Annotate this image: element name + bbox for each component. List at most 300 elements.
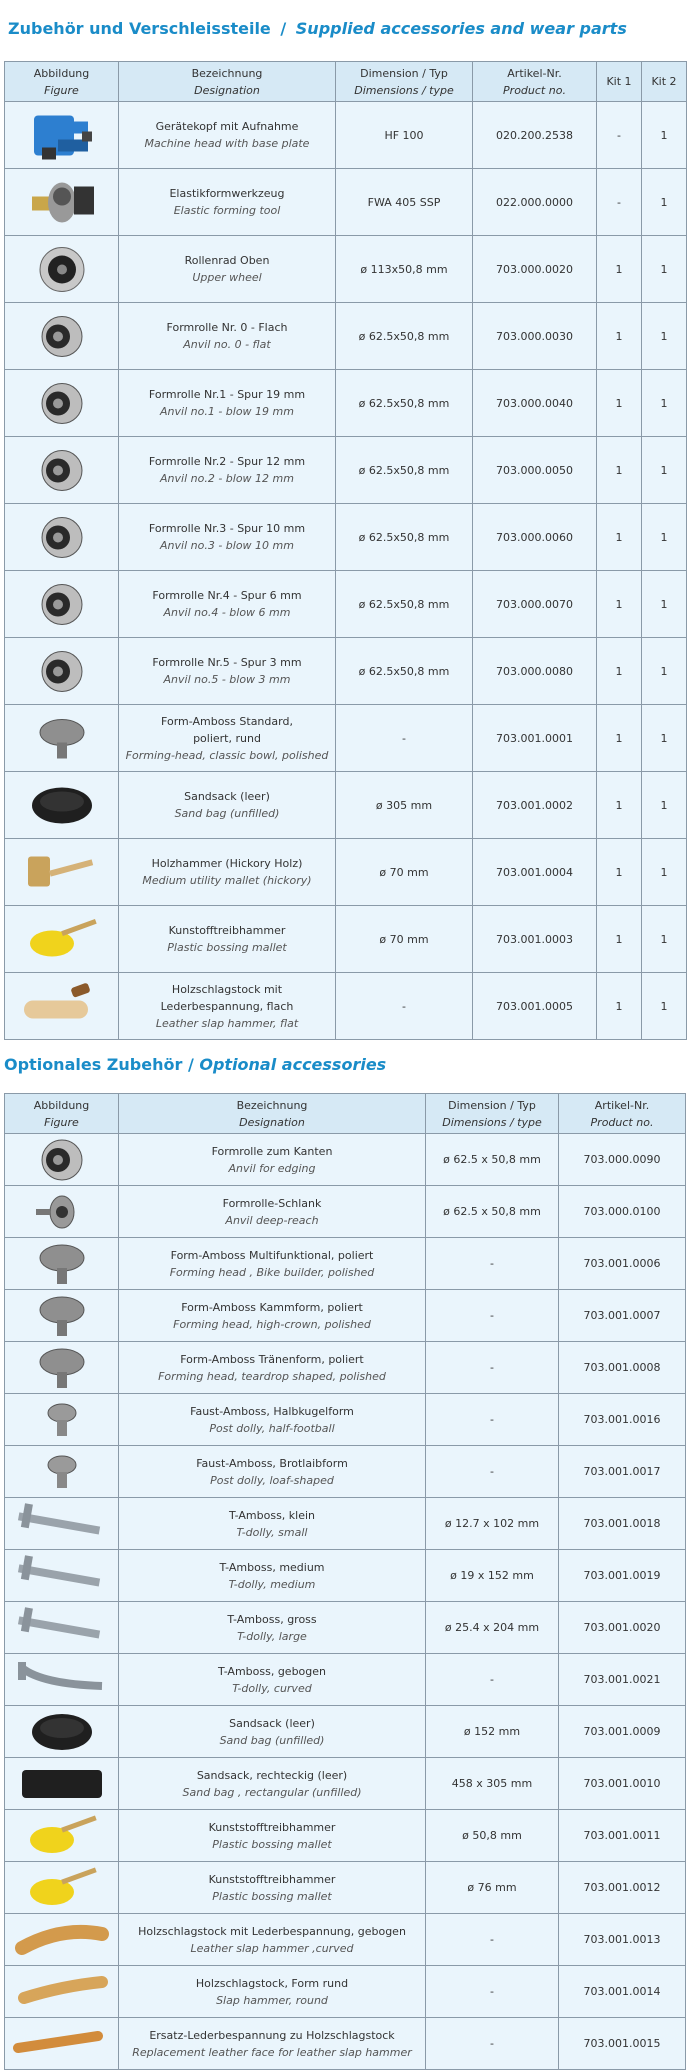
kit1-cell-text: 1	[615, 396, 623, 410]
article-cell	[473, 504, 597, 571]
dimension-cell-text: -	[490, 1309, 494, 1322]
sandbag-icon	[5, 1709, 118, 1755]
kit2-cell-text: 1	[660, 597, 668, 611]
table-row	[5, 1342, 686, 1394]
table-header	[5, 62, 687, 102]
table-row	[5, 1914, 686, 1966]
dimension-cell	[336, 906, 473, 973]
dimension-cell-text: ø 62.5x50,8 mm	[358, 530, 450, 544]
plastic-mallet-icon	[5, 1865, 118, 1911]
article-cell	[559, 1342, 686, 1394]
designation-cell-text: Plastic bossing mallet	[167, 941, 287, 954]
article-cell-text: 703.000.0040	[496, 396, 573, 410]
dimension-cell-text: ø 62.5x50,8 mm	[358, 664, 450, 678]
designation-cell-text: Upper wheel	[192, 271, 262, 284]
dimension-cell	[426, 1498, 559, 1550]
dimension-cell	[426, 2018, 559, 2070]
article-cell	[559, 1446, 686, 1498]
figure-cell	[5, 1134, 119, 1186]
designation-cell-text: Ersatz-Lederbespannung zu Holzschlagstock	[149, 2028, 395, 2042]
col-figure: Abbildung Figure	[5, 62, 119, 102]
dimension-cell	[336, 370, 473, 437]
elastic-forming-tool-icon	[5, 172, 118, 233]
dimension-cell-text: ø 12.7 x 102 mm	[444, 1517, 540, 1530]
kit1-cell	[597, 437, 642, 504]
section1-title	[8, 19, 627, 38]
figure-cell	[5, 236, 119, 303]
article-cell	[559, 2018, 686, 2070]
designation-cell-text: T-Amboss, gebogen	[217, 1664, 327, 1678]
dimension-cell-text: -	[490, 1257, 494, 1270]
kit2-cell-text: 1	[660, 262, 668, 276]
article-cell	[559, 1134, 686, 1186]
table-row	[5, 303, 687, 370]
designation-cell-text: Forming head, high-crown, polished	[173, 1317, 371, 1331]
kit1-cell-text: 1	[615, 865, 623, 879]
article-cell	[559, 1914, 686, 1966]
dimension-cell	[336, 973, 473, 1040]
slap-hammer-round-icon	[5, 1969, 118, 2015]
table-row	[5, 705, 687, 772]
kit2-cell-text: 1	[660, 999, 668, 1013]
designation-cell	[119, 236, 336, 303]
kit2-cell	[642, 705, 687, 772]
kit2-cell	[642, 102, 687, 169]
designation-cell-text: Sandsack, rechteckig (leer)	[196, 1768, 348, 1782]
dimension-cell	[336, 839, 473, 906]
dimension-cell-text: ø 25.4 x 204 mm	[444, 1621, 540, 1634]
designation-cell-text: Forming-head, classic bowl, polished	[125, 748, 329, 762]
designation-cell-text: Formrolle Nr.1 - Spur 19 mm	[148, 388, 306, 401]
kit1-cell	[597, 236, 642, 303]
dimension-cell-text: ø 50,8 mm	[462, 1829, 522, 1842]
slap-hammer-curved-icon	[5, 1917, 118, 1963]
designation-cell-text: T-dolly, medium	[228, 1577, 316, 1591]
kit2-cell	[642, 571, 687, 638]
dimension-cell-text: ø 76 mm	[467, 1881, 517, 1894]
wooden-mallet-icon	[5, 842, 118, 903]
designation-cell	[119, 1134, 426, 1186]
kit2-cell	[642, 638, 687, 705]
kit1-cell-text: 1	[615, 329, 623, 343]
designation-cell	[119, 102, 336, 169]
slap-hammer-icon	[5, 976, 118, 1037]
article-cell-text: 703.001.0021	[583, 1673, 661, 1686]
section1-title-sep: /	[280, 19, 287, 38]
designation-cell-text: Anvil no. 0 - flat	[183, 338, 271, 351]
kit2-cell	[642, 839, 687, 906]
dimension-cell-text: -	[402, 731, 406, 745]
kit1-cell-text: 1	[615, 664, 623, 678]
designation-cell-text: Formrolle Nr.3 - Spur 10 mm	[148, 522, 306, 535]
optional-accessories-table	[4, 1093, 686, 2070]
designation-cell-text: Elastikformwerkzeug	[169, 187, 285, 200]
designation-cell-text: T-dolly, small	[236, 1525, 308, 1539]
table-row	[5, 1862, 686, 1914]
table-row	[5, 1290, 686, 1342]
designation-cell-text: Kunststofftreibhammer	[208, 1820, 336, 1834]
article-cell	[559, 1186, 686, 1238]
designation-cell	[119, 571, 336, 638]
article-cell	[559, 1706, 686, 1758]
kit2-cell	[642, 906, 687, 973]
article-cell-text: 703.000.0020	[496, 262, 573, 276]
designation-cell-text: Form-Amboss Multifunktional, poliert	[170, 1248, 374, 1262]
designation-cell-text: Replacement leather face for leather slap hammer	[132, 2045, 412, 2059]
designation-cell-text: Forming head , Bike builder, polished	[169, 1265, 375, 1279]
kit1-cell-text: 1	[615, 597, 623, 611]
dimension-cell	[426, 1966, 559, 2018]
article-cell-text: 703.001.0006	[583, 1257, 661, 1270]
designation-cell-text: Anvil no.2 - blow 12 mm	[160, 472, 294, 485]
dimension-cell	[426, 1706, 559, 1758]
table-row	[5, 1238, 686, 1290]
dimension-cell	[426, 1654, 559, 1706]
article-cell	[473, 772, 597, 839]
article-cell-text: 703.001.0015	[583, 2037, 661, 2050]
article-cell	[559, 1498, 686, 1550]
designation-cell	[119, 1290, 426, 1342]
post-dolly-icon	[5, 1397, 118, 1443]
article-cell-text: 703.001.0008	[583, 1361, 661, 1374]
figure-cell	[5, 102, 119, 169]
dimension-cell	[426, 1446, 559, 1498]
upper-wheel-icon	[5, 239, 118, 300]
section1-title-de: Zubehör und Verschleissteile	[8, 19, 271, 38]
anvil-wheel-icon	[5, 1137, 118, 1183]
article-cell-text: 703.001.0017	[583, 1465, 661, 1478]
dimension-cell	[426, 1342, 559, 1394]
accessories-table	[4, 61, 687, 1040]
figure-cell	[5, 1342, 119, 1394]
article-cell-text: 703.001.0012	[583, 1881, 661, 1894]
dimension-cell	[336, 705, 473, 772]
table-row	[5, 1810, 686, 1862]
designation-cell	[119, 370, 336, 437]
dimension-cell	[336, 437, 473, 504]
designation-cell-text: T-dolly, curved	[232, 1681, 312, 1695]
leather-face-icon	[5, 2021, 118, 2067]
col-dimension: Dimension / Typ Dimensions / type	[426, 1094, 559, 1134]
kit2-cell-text: 1	[660, 731, 668, 745]
figure-cell	[5, 1966, 119, 2018]
dimension-cell-text: ø 152 mm	[463, 1725, 521, 1738]
article-cell-text: 703.001.0005	[496, 999, 573, 1013]
designation-cell	[119, 973, 336, 1040]
col-article: Artikel-Nr. Product no.	[473, 62, 597, 102]
dimension-cell-text: -	[490, 1465, 494, 1478]
col-kit1: Kit 1	[597, 62, 642, 102]
designation-cell-text: Sand bag (unfilled)	[219, 1733, 325, 1747]
designation-cell	[119, 1446, 426, 1498]
kit2-cell	[642, 772, 687, 839]
table-row	[5, 1498, 686, 1550]
figure-cell	[5, 504, 119, 571]
kit2-cell	[642, 437, 687, 504]
table-row	[5, 1550, 686, 1602]
table-row	[5, 1186, 686, 1238]
designation-cell	[119, 1810, 426, 1862]
designation-cell	[119, 169, 336, 236]
figure-cell	[5, 1862, 119, 1914]
designation-cell	[119, 1186, 426, 1238]
table-row	[5, 1394, 686, 1446]
dimension-cell	[426, 1394, 559, 1446]
kit1-cell-text: -	[617, 195, 621, 209]
plastic-mallet-icon	[5, 909, 118, 970]
designation-cell-text: Leather slap hammer ,curved	[190, 1941, 354, 1955]
article-cell-text: 703.001.0004	[496, 865, 573, 879]
kit2-cell	[642, 370, 687, 437]
table-row	[5, 839, 687, 906]
article-cell	[559, 1862, 686, 1914]
dimension-cell-text: ø 19 x 152 mm	[450, 1569, 534, 1582]
article-cell-text: 703.001.0003	[496, 932, 573, 946]
dimension-cell	[426, 1862, 559, 1914]
article-cell-text: 703.001.0014	[583, 1985, 661, 1998]
section2-title	[4, 1055, 386, 1074]
figure-cell	[5, 839, 119, 906]
table-row	[5, 1966, 686, 2018]
designation-cell-text: T-Amboss, gross	[227, 1612, 317, 1626]
designation-cell-text: Slap hammer, round	[216, 1993, 328, 2007]
kit2-cell	[642, 236, 687, 303]
article-cell	[559, 1810, 686, 1862]
designation-cell	[119, 1758, 426, 1810]
section2-title-en: Optional accessories	[199, 1055, 387, 1074]
designation-cell-text: Plastic bossing mallet	[212, 1837, 332, 1851]
machine-head-icon	[5, 105, 118, 166]
kit2-cell	[642, 504, 687, 571]
article-cell	[473, 638, 597, 705]
sandbag-rect-icon	[5, 1761, 118, 1807]
article-cell	[473, 839, 597, 906]
article-cell-text: 703.001.0007	[583, 1309, 661, 1322]
figure-cell	[5, 906, 119, 973]
dimension-cell	[426, 1238, 559, 1290]
kit1-cell-text: 1	[615, 798, 623, 812]
designation-cell-text: Anvil no.3 - blow 10 mm	[160, 539, 294, 552]
kit1-cell-text: 1	[615, 932, 623, 946]
article-cell-text: 703.001.0009	[583, 1725, 661, 1738]
kit2-cell-text: 1	[660, 932, 668, 946]
t-dolly-icon	[5, 1605, 118, 1651]
article-cell	[473, 973, 597, 1040]
kit2-cell-text: 1	[660, 530, 668, 544]
figure-cell	[5, 2018, 119, 2070]
designation-cell	[119, 1550, 426, 1602]
kit2-cell-text: 1	[660, 664, 668, 678]
dimension-cell-text: ø 62.5x50,8 mm	[358, 329, 450, 343]
table-row	[5, 1134, 686, 1186]
designation-cell-text: Kunststofftreibhammer	[208, 1872, 336, 1886]
kit2-cell	[642, 973, 687, 1040]
col-designation: Bezeichnung Designation	[119, 62, 336, 102]
designation-cell-text: Gerätekopf mit Aufnahme	[155, 120, 299, 133]
designation-cell	[119, 1394, 426, 1446]
post-dolly-icon	[5, 1449, 118, 1495]
dimension-cell	[336, 504, 473, 571]
dimension-cell-text: ø 62.5 x 50,8 mm	[443, 1153, 541, 1166]
article-cell-text: 703.001.0018	[583, 1517, 661, 1530]
kit1-cell	[597, 973, 642, 1040]
anvil-wheel-icon	[5, 373, 118, 434]
dimension-cell-text: -	[490, 1933, 494, 1946]
col-kit2: Kit 2	[642, 62, 687, 102]
designation-cell	[119, 1238, 426, 1290]
dimension-cell	[336, 169, 473, 236]
kit1-cell-text: 1	[615, 731, 623, 745]
kit2-cell-text: 1	[660, 798, 668, 812]
designation-cell-text: T-Amboss, medium	[219, 1560, 325, 1574]
kit1-cell	[597, 638, 642, 705]
dimension-cell	[426, 1134, 559, 1186]
designation-cell-text: Formrolle zum Kanten	[211, 1144, 333, 1158]
table-row	[5, 1446, 686, 1498]
figure-cell	[5, 772, 119, 839]
dimension-cell	[336, 102, 473, 169]
table-row	[5, 2018, 686, 2070]
kit2-cell-text: 1	[660, 865, 668, 879]
section2-title-de: Optionales Zubehör /	[4, 1055, 194, 1074]
article-cell-text: 703.001.0016	[583, 1413, 661, 1426]
designation-cell-text: Formrolle Nr.4 - Spur 6 mm	[152, 589, 302, 602]
plastic-mallet-icon	[5, 1813, 118, 1859]
designation-cell-text: Faust-Amboss, Brotlaibform	[196, 1456, 348, 1470]
figure-cell	[5, 1654, 119, 1706]
designation-cell-text: Anvil no.5 - blow 3 mm	[163, 673, 291, 686]
kit1-cell	[597, 169, 642, 236]
dimension-cell-text: ø 62.5 x 50,8 mm	[443, 1205, 541, 1218]
article-cell-text: 703.000.0100	[583, 1205, 661, 1218]
section1-title-en: Supplied accessories and wear parts	[295, 19, 627, 38]
article-cell	[473, 102, 597, 169]
t-dolly-icon	[5, 1553, 118, 1599]
dimension-cell-text: ø 62.5x50,8 mm	[358, 597, 450, 611]
designation-cell-text: T-dolly, large	[237, 1629, 307, 1643]
designation-cell	[119, 772, 336, 839]
dimension-cell-text: -	[490, 2037, 494, 2050]
article-cell-text: 703.001.0011	[583, 1829, 661, 1842]
designation-cell-text: Holzschlagstock, Form rund	[195, 1976, 349, 1990]
table-row	[5, 1706, 686, 1758]
designation-cell-text: Form-Amboss Standard, poliert, rund	[161, 714, 293, 745]
designation-cell	[119, 1914, 426, 1966]
col-dimension: Dimension / Typ Dimensions / type	[336, 62, 473, 102]
figure-cell	[5, 973, 119, 1040]
dimension-cell	[426, 1810, 559, 1862]
figure-cell	[5, 169, 119, 236]
table-row	[5, 772, 687, 839]
designation-cell-text: Formrolle-Schlank	[222, 1196, 322, 1210]
anvil-wheel-icon	[5, 440, 118, 501]
designation-cell-text: Anvil for edging	[228, 1161, 316, 1175]
article-cell	[473, 437, 597, 504]
designation-cell	[119, 1342, 426, 1394]
designation-cell-text: Machine head with base plate	[144, 137, 310, 150]
article-cell	[559, 1602, 686, 1654]
figure-cell	[5, 638, 119, 705]
article-cell	[473, 236, 597, 303]
figure-cell	[5, 1394, 119, 1446]
figure-cell	[5, 1238, 119, 1290]
figure-cell	[5, 1498, 119, 1550]
kit1-cell-text: 1	[615, 999, 623, 1013]
dimension-cell-text: -	[490, 1413, 494, 1426]
article-cell	[559, 1394, 686, 1446]
designation-cell-text: Sand bag , rectangular (unfilled)	[182, 1785, 362, 1799]
kit1-cell	[597, 303, 642, 370]
table-row	[5, 638, 687, 705]
designation-cell	[119, 705, 336, 772]
designation-cell-text: Plastic bossing mallet	[212, 1889, 332, 1903]
dimension-cell	[336, 303, 473, 370]
designation-cell-text: Holzschlagstock mit Lederbespannung, flach	[160, 982, 294, 1013]
designation-cell-text: Forming head, teardrop shaped, polished	[158, 1369, 386, 1383]
designation-cell	[119, 1654, 426, 1706]
table-row	[5, 1758, 686, 1810]
dimension-cell-text: 458 x 305 mm	[451, 1777, 533, 1790]
dimension-cell	[336, 571, 473, 638]
table-header	[5, 1094, 686, 1134]
table-row	[5, 504, 687, 571]
article-cell-text: 703.000.0050	[496, 463, 573, 477]
table-row	[5, 169, 687, 236]
designation-cell-text: Kunstofftreibhammer	[168, 924, 286, 937]
figure-cell	[5, 1446, 119, 1498]
designation-cell	[119, 638, 336, 705]
forming-head-icon	[5, 708, 118, 769]
designation-cell-text: Formrolle Nr.5 - Spur 3 mm	[152, 656, 302, 669]
table-row	[5, 437, 687, 504]
figure-cell	[5, 370, 119, 437]
designation-cell	[119, 1706, 426, 1758]
dimension-cell-text: -	[490, 1985, 494, 1998]
article-cell-text: 703.001.0019	[583, 1569, 661, 1582]
article-cell	[473, 303, 597, 370]
article-cell-text: 020.200.2538	[496, 128, 573, 142]
designation-cell	[119, 504, 336, 571]
designation-cell	[119, 906, 336, 973]
article-cell-text: 703.001.0002	[496, 798, 573, 812]
article-cell-text: 703.001.0013	[583, 1933, 661, 1946]
kit2-cell-text: 1	[660, 396, 668, 410]
designation-cell	[119, 1498, 426, 1550]
kit2-cell-text: 1	[660, 195, 668, 209]
dimension-cell-text: ø 70 mm	[379, 865, 429, 879]
col-figure: Abbildung Figure	[5, 1094, 119, 1134]
designation-cell-text: Holzhammer (Hickory Holz)	[151, 857, 303, 870]
kit1-cell-text: 1	[615, 530, 623, 544]
forming-head-icon	[5, 1345, 118, 1391]
table-row	[5, 1654, 686, 1706]
table-row	[5, 236, 687, 303]
designation-cell-text: Rollenrad Oben	[184, 254, 270, 267]
kit1-cell	[597, 370, 642, 437]
designation-cell-text: Anvil deep-reach	[225, 1213, 319, 1227]
dimension-cell	[426, 1550, 559, 1602]
kit1-cell-text: 1	[615, 463, 623, 477]
designation-cell-text: Post dolly, half-football	[209, 1421, 335, 1435]
kit1-cell	[597, 839, 642, 906]
dimension-cell-text: -	[402, 999, 406, 1013]
dimension-cell-text: ø 62.5x50,8 mm	[358, 396, 450, 410]
dimension-cell	[426, 1758, 559, 1810]
forming-head-icon	[5, 1293, 118, 1339]
kit1-cell	[597, 102, 642, 169]
figure-cell	[5, 1706, 119, 1758]
figure-cell	[5, 1810, 119, 1862]
